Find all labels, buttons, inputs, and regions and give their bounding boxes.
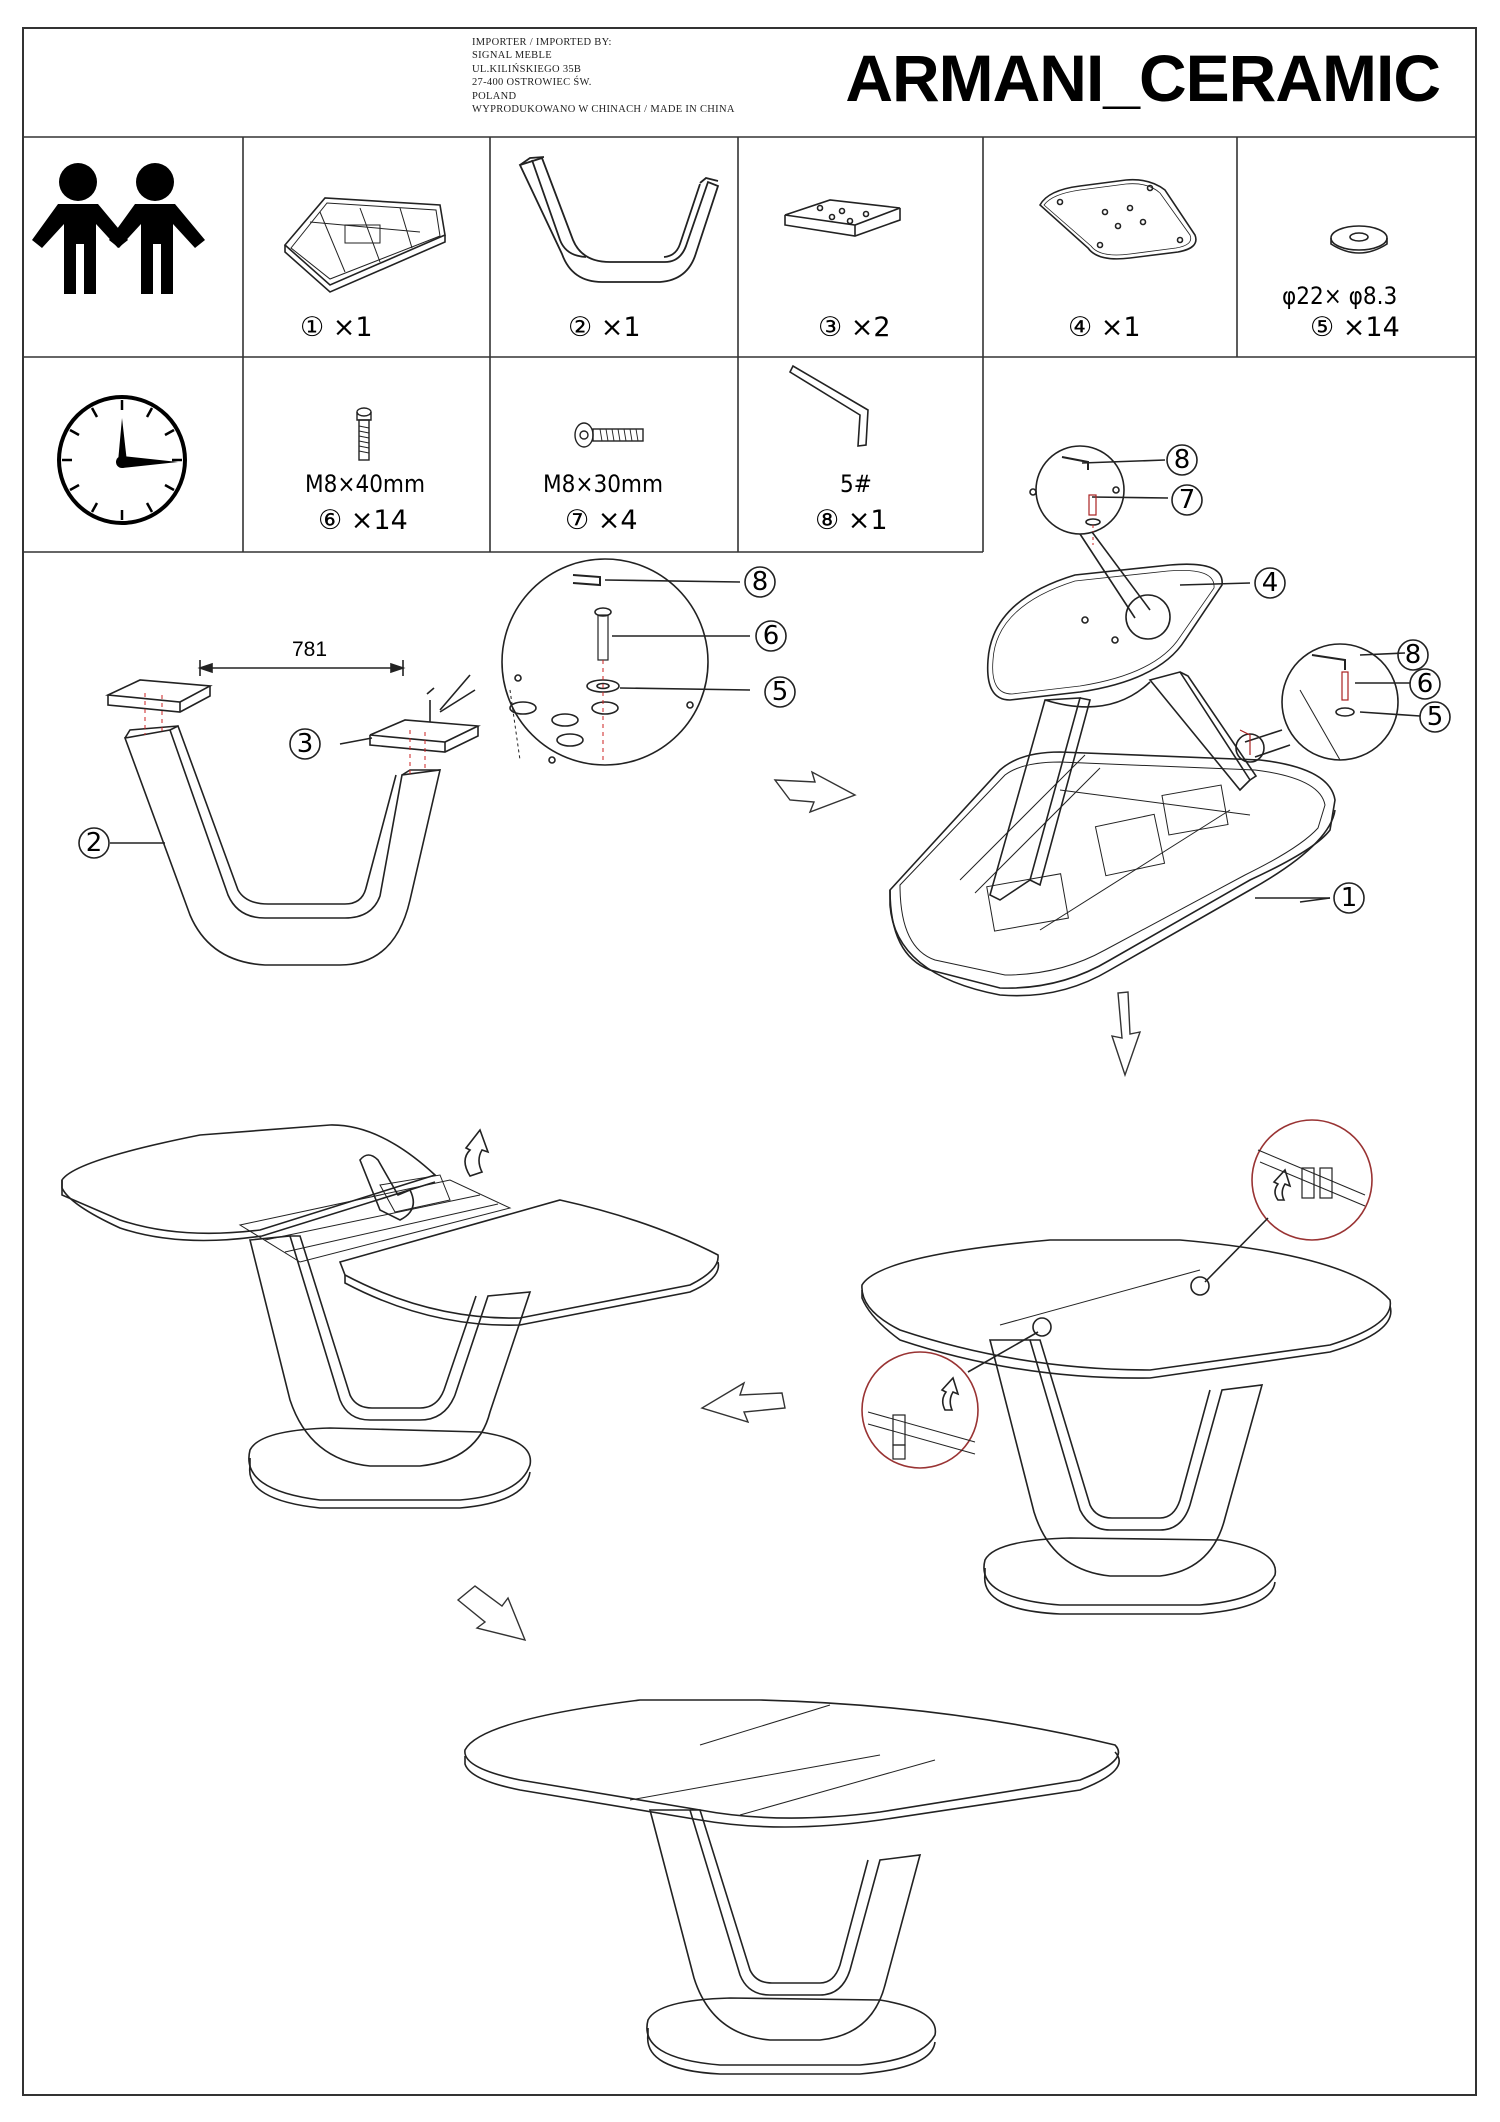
callout-7: 7 [1178, 485, 1196, 515]
part-2-qty: ② ×1 [568, 312, 641, 343]
dimension-label: 781 [292, 638, 328, 661]
part-5-spec: φ22× φ8.3 [1282, 282, 1398, 310]
importer-line: 27-400 OSTROWIEC ŚW. [472, 77, 592, 89]
importer-line: UL.KILIŃSKIEGO 35B [472, 63, 582, 75]
callout-4: 4 [1261, 568, 1279, 598]
callout-6: 6 [762, 621, 780, 651]
part-6-qty: ⑥ ×14 [318, 505, 408, 536]
part-6-spec: M8×40mm [305, 470, 425, 498]
importer-line: POLAND [472, 90, 517, 102]
part-3-qty: ③ ×2 [818, 312, 891, 343]
product-title: ARMANI_CERAMIC [845, 41, 1440, 115]
callout-3: 3 [296, 729, 314, 759]
part-8-qty: ⑧ ×1 [815, 505, 888, 536]
callout-8: 8 [1173, 445, 1191, 475]
callout-8: 8 [1404, 640, 1422, 670]
callout-8: 8 [751, 567, 769, 597]
part-1-qty: ① ×1 [300, 312, 373, 343]
part-5-qty: ⑤ ×14 [1310, 312, 1400, 343]
part-8-spec: 5# [840, 470, 872, 498]
part-7-spec: M8×30mm [543, 470, 663, 498]
part-4-qty: ④ ×1 [1068, 312, 1141, 343]
callout-5: 5 [771, 677, 789, 707]
callout-6: 6 [1416, 669, 1434, 699]
importer-line: WYPRODUKOWANO W CHINACH / MADE IN CHINA [472, 104, 735, 116]
callout-1: 1 [1340, 883, 1358, 913]
importer-line: IMPORTER / IMPORTED BY: [472, 37, 612, 48]
callout-2: 2 [85, 828, 103, 858]
part-7-qty: ⑦ ×4 [565, 505, 638, 536]
callout-5: 5 [1426, 702, 1444, 732]
importer-line: SIGNAL MEBLE [472, 50, 552, 62]
